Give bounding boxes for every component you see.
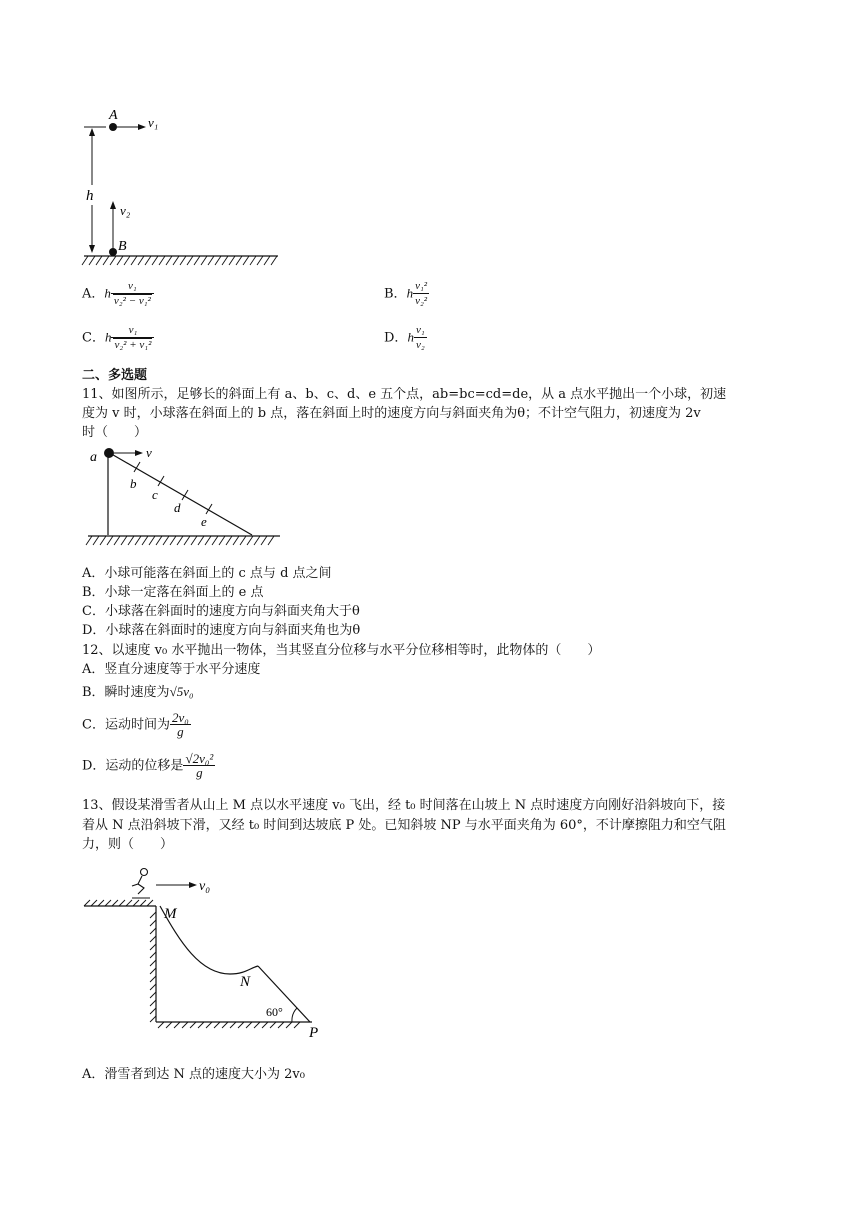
label-m: M	[164, 906, 177, 922]
q11-option-c[interactable]: C．小球落在斜面时的速度方向与斜面夹角大于θ	[82, 604, 360, 619]
fraction: $\frac{\text{2v₀}}{g}$	[171, 710, 189, 739]
option-letter: D．	[384, 330, 408, 346]
q13-stem-line1: 13、假设某滑雪者从山上 M 点以水平速度 v₀ 飞出，经 t₀ 时间落在山坡上 N 点时速度方向刚好沿斜坡向下，接	[82, 798, 726, 813]
label-p: P	[309, 1025, 319, 1041]
q10-option-b[interactable]	[384, 280, 429, 308]
point-b	[109, 248, 117, 256]
label-v0: v₀	[199, 879, 211, 894]
option-letter: A．	[82, 286, 105, 302]
label-d: d	[174, 500, 181, 515]
q10-option-a[interactable]	[82, 280, 154, 308]
q11-stem-line1: 11、如图所示，足够长的斜面上有 a、b、c、d、e 五个点，ab=bc=cd=de，从 a 点水平抛出一个小球，初速	[82, 387, 727, 402]
fraction: $\frac{\text{v₁}}{\text{v₂² − v₁²}}$	[111, 280, 154, 308]
figure-ski-slope	[80, 862, 340, 1042]
q11-stem-line3: 时（ ）	[82, 425, 148, 440]
figure-projectile-vertical	[80, 105, 290, 270]
q12-stem: 12、以速度 v₀ 水平抛出一物体，当其竖直分位移与水平分位移相等时，此物体的（ ）	[82, 643, 601, 658]
section-title: 二、多选题	[82, 368, 148, 383]
fraction: $\frac{\text{v₁}}{\text{v₂}}$	[415, 324, 425, 351]
q11-stem-line2: 度为 v 时，小球落在斜面上的 b 点，落在斜面上时的速度方向与斜面夹角为θ；不计空气阻力，初速度为 2v	[82, 406, 701, 421]
label-e: e	[201, 514, 207, 529]
option-text: B．瞬时速度为	[82, 685, 170, 700]
q11-option-d[interactable]: D．小球落在斜面时的速度方向与斜面夹角也为θ	[82, 623, 361, 638]
label-v: v	[146, 445, 152, 460]
q13-stem-line3: 力，则（ ）	[82, 837, 174, 852]
q11-option-b[interactable]: B．小球一定落在斜面上的 e 点	[82, 585, 264, 600]
fraction: $\frac{\text{v₁}}{\text{v₂² + v₁²}}$	[111, 324, 154, 352]
q12-option-c[interactable]	[82, 711, 191, 739]
label-v1: v₁	[148, 115, 159, 130]
option-letter: C．	[82, 330, 105, 346]
expression: √5v₀	[169, 684, 194, 699]
q10-option-c[interactable]	[82, 324, 154, 352]
label-h: h	[86, 188, 94, 204]
q10-option-d[interactable]	[384, 324, 427, 352]
var-h: h	[104, 285, 111, 301]
var-h: h	[407, 329, 414, 345]
label-a: a	[90, 450, 97, 465]
label-b: b	[130, 476, 137, 491]
option-text: D．运动的位移是	[82, 758, 184, 774]
label-v2: v₂	[120, 203, 131, 218]
var-h: h	[406, 285, 414, 301]
q12-option-b[interactable]	[82, 683, 194, 702]
label-n: N	[240, 974, 251, 990]
q12-option-d[interactable]	[82, 752, 215, 780]
option-text: C．运动时间为	[82, 717, 170, 733]
figure-incline	[84, 444, 294, 549]
q11-option-a[interactable]: A．小球可能落在斜面上的 c 点与 d 点之间	[82, 566, 332, 581]
label-angle: 60°	[266, 1005, 283, 1019]
skier-icon	[132, 869, 150, 899]
fraction: $\frac{\text{v₁²}}{\text{v₂²}}$	[415, 280, 428, 307]
q13-stem-line2: 着从 N 点沿斜坡下滑，又经 t₀ 时间到达坡底 P 处。已知斜坡 NP 与水平面夹角为 60°，不计摩擦阻力和空气阻	[82, 818, 726, 833]
var-h: h	[104, 329, 112, 345]
label-a: A	[109, 108, 118, 123]
label-b: B	[118, 239, 127, 254]
option-letter: B．	[384, 286, 407, 302]
ball	[104, 448, 114, 458]
fraction: $\frac{\text{√2v₀²}}{g}$	[185, 751, 214, 780]
label-c: c	[152, 487, 158, 502]
point-a	[109, 123, 117, 131]
q12-option-a[interactable]: A．竖直分速度等于水平分速度	[82, 662, 261, 677]
q13-option-a[interactable]: A．滑雪者到达 N 点的速度大小为 2v₀	[82, 1067, 305, 1082]
